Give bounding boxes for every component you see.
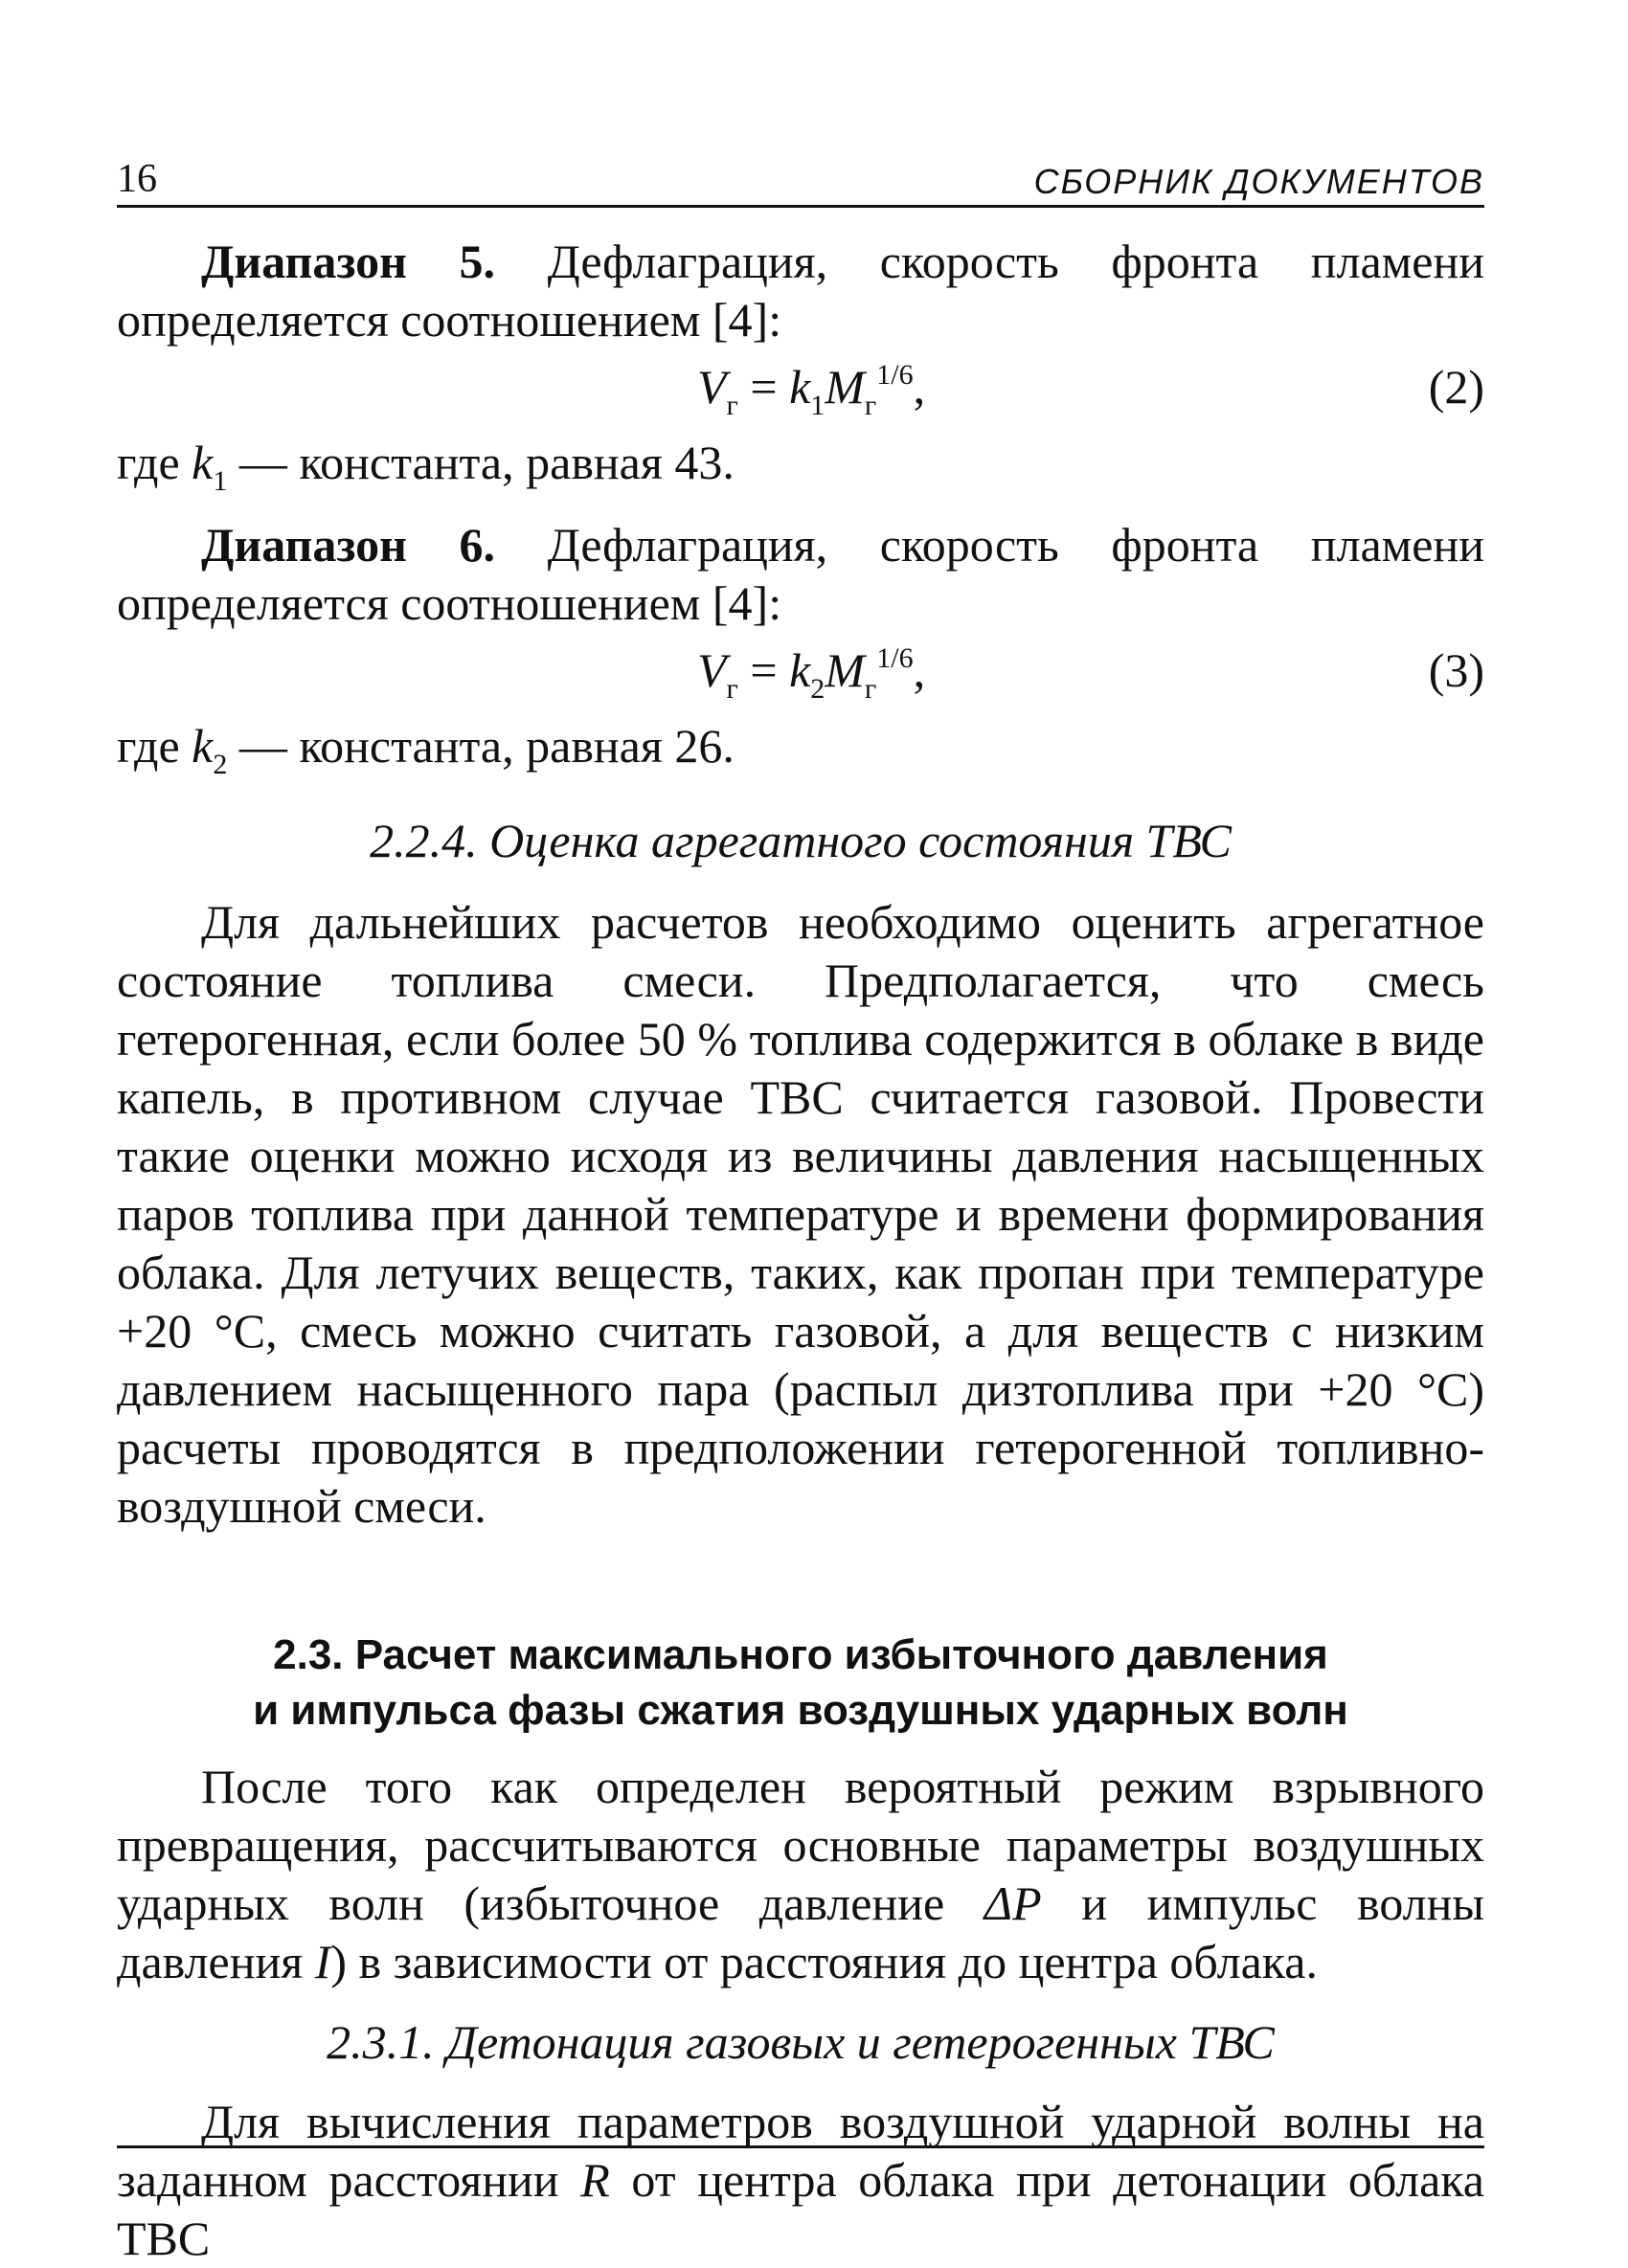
equation-number: (2) xyxy=(1428,360,1484,414)
subsection-heading-2-2-4: 2.2.4. Оценка агрегатного состояния ТВС xyxy=(370,814,1232,867)
formula-2 xyxy=(117,359,1484,434)
paragraph-2-3-1: Для вычисления параметров воздушной ударной волны на заданном расстоянии R от центра облака при детонации облака ТВС xyxy=(117,2095,1484,2265)
range5-text: Дефлаграция, скорость фронта пламени определяется соотношением [4]: xyxy=(117,235,1485,347)
running-title: СБОРНИК ДОКУМЕНТОВ xyxy=(1033,162,1484,201)
paragraph-2-3: После того как определен вероятный режим взрывного превращения, рассчитываются основные параметры воздушных ударных волн (избыточное давление ΔP и импульс волны давления I) в зависимости от расстояния до центра облака. xyxy=(117,1760,1484,1988)
where-k1: где $k_1$ — константа, равная 43. xyxy=(117,436,735,497)
page-number: 16 xyxy=(117,157,157,201)
range6-label: Диапазон 6. xyxy=(201,518,496,572)
formula-3-expression: $V_г = k_2M_г^{1/6}$, xyxy=(697,642,926,705)
where-k2: где $k_2$ — константа, равная 26. xyxy=(117,719,735,780)
range6-paragraph xyxy=(117,516,1484,633)
range6-text: Дефлаграция, скорость фронта пламени определяется соотношением [4]: xyxy=(117,518,1485,630)
range5-paragraph xyxy=(117,233,1484,349)
formula-3 xyxy=(117,642,1484,717)
equation-number: (3) xyxy=(1428,643,1484,697)
paragraph-2-2-4: Для дальнейших расчетов необходимо оценить агрегатное состояние топлива смеси. Предполагается, что смесь гетерогенная, если более 50 % топлива содержится в облаке в виде капель, в противном случае ТВС считается газовой. Провести такие оценки можно исходя из величины давления насыщенных паров топлива при данной температуре и времени формирования облака. Для летучих веществ, таких, как пропан при температуре +20 °С, смесь можно считать газовой, а для веществ с низким давлением насыщенного пара (распыл дизтоплива при +20 °С) расчеты проводятся в предположении гетерогенной топливно-воздушной смеси. xyxy=(117,895,1484,1533)
document-page xyxy=(117,144,1484,2268)
footer-rule xyxy=(117,2145,1484,2148)
subsection-heading-2-3-1: 2.3.1. Детонация газовых и гетерогенных ТВС xyxy=(327,2015,1275,2069)
range5-label: Диапазон 5. xyxy=(201,235,496,288)
running-header xyxy=(117,144,1484,208)
section-heading-2-3-line2: и импульса фазы сжатия воздушных ударных волн xyxy=(253,1687,1348,1734)
formula-2-expression: $V_г = k_1M_г^{1/6}$, xyxy=(697,359,926,421)
section-heading-2-3-line1: 2.3. Расчет максимального избыточного давления xyxy=(273,1631,1328,1678)
